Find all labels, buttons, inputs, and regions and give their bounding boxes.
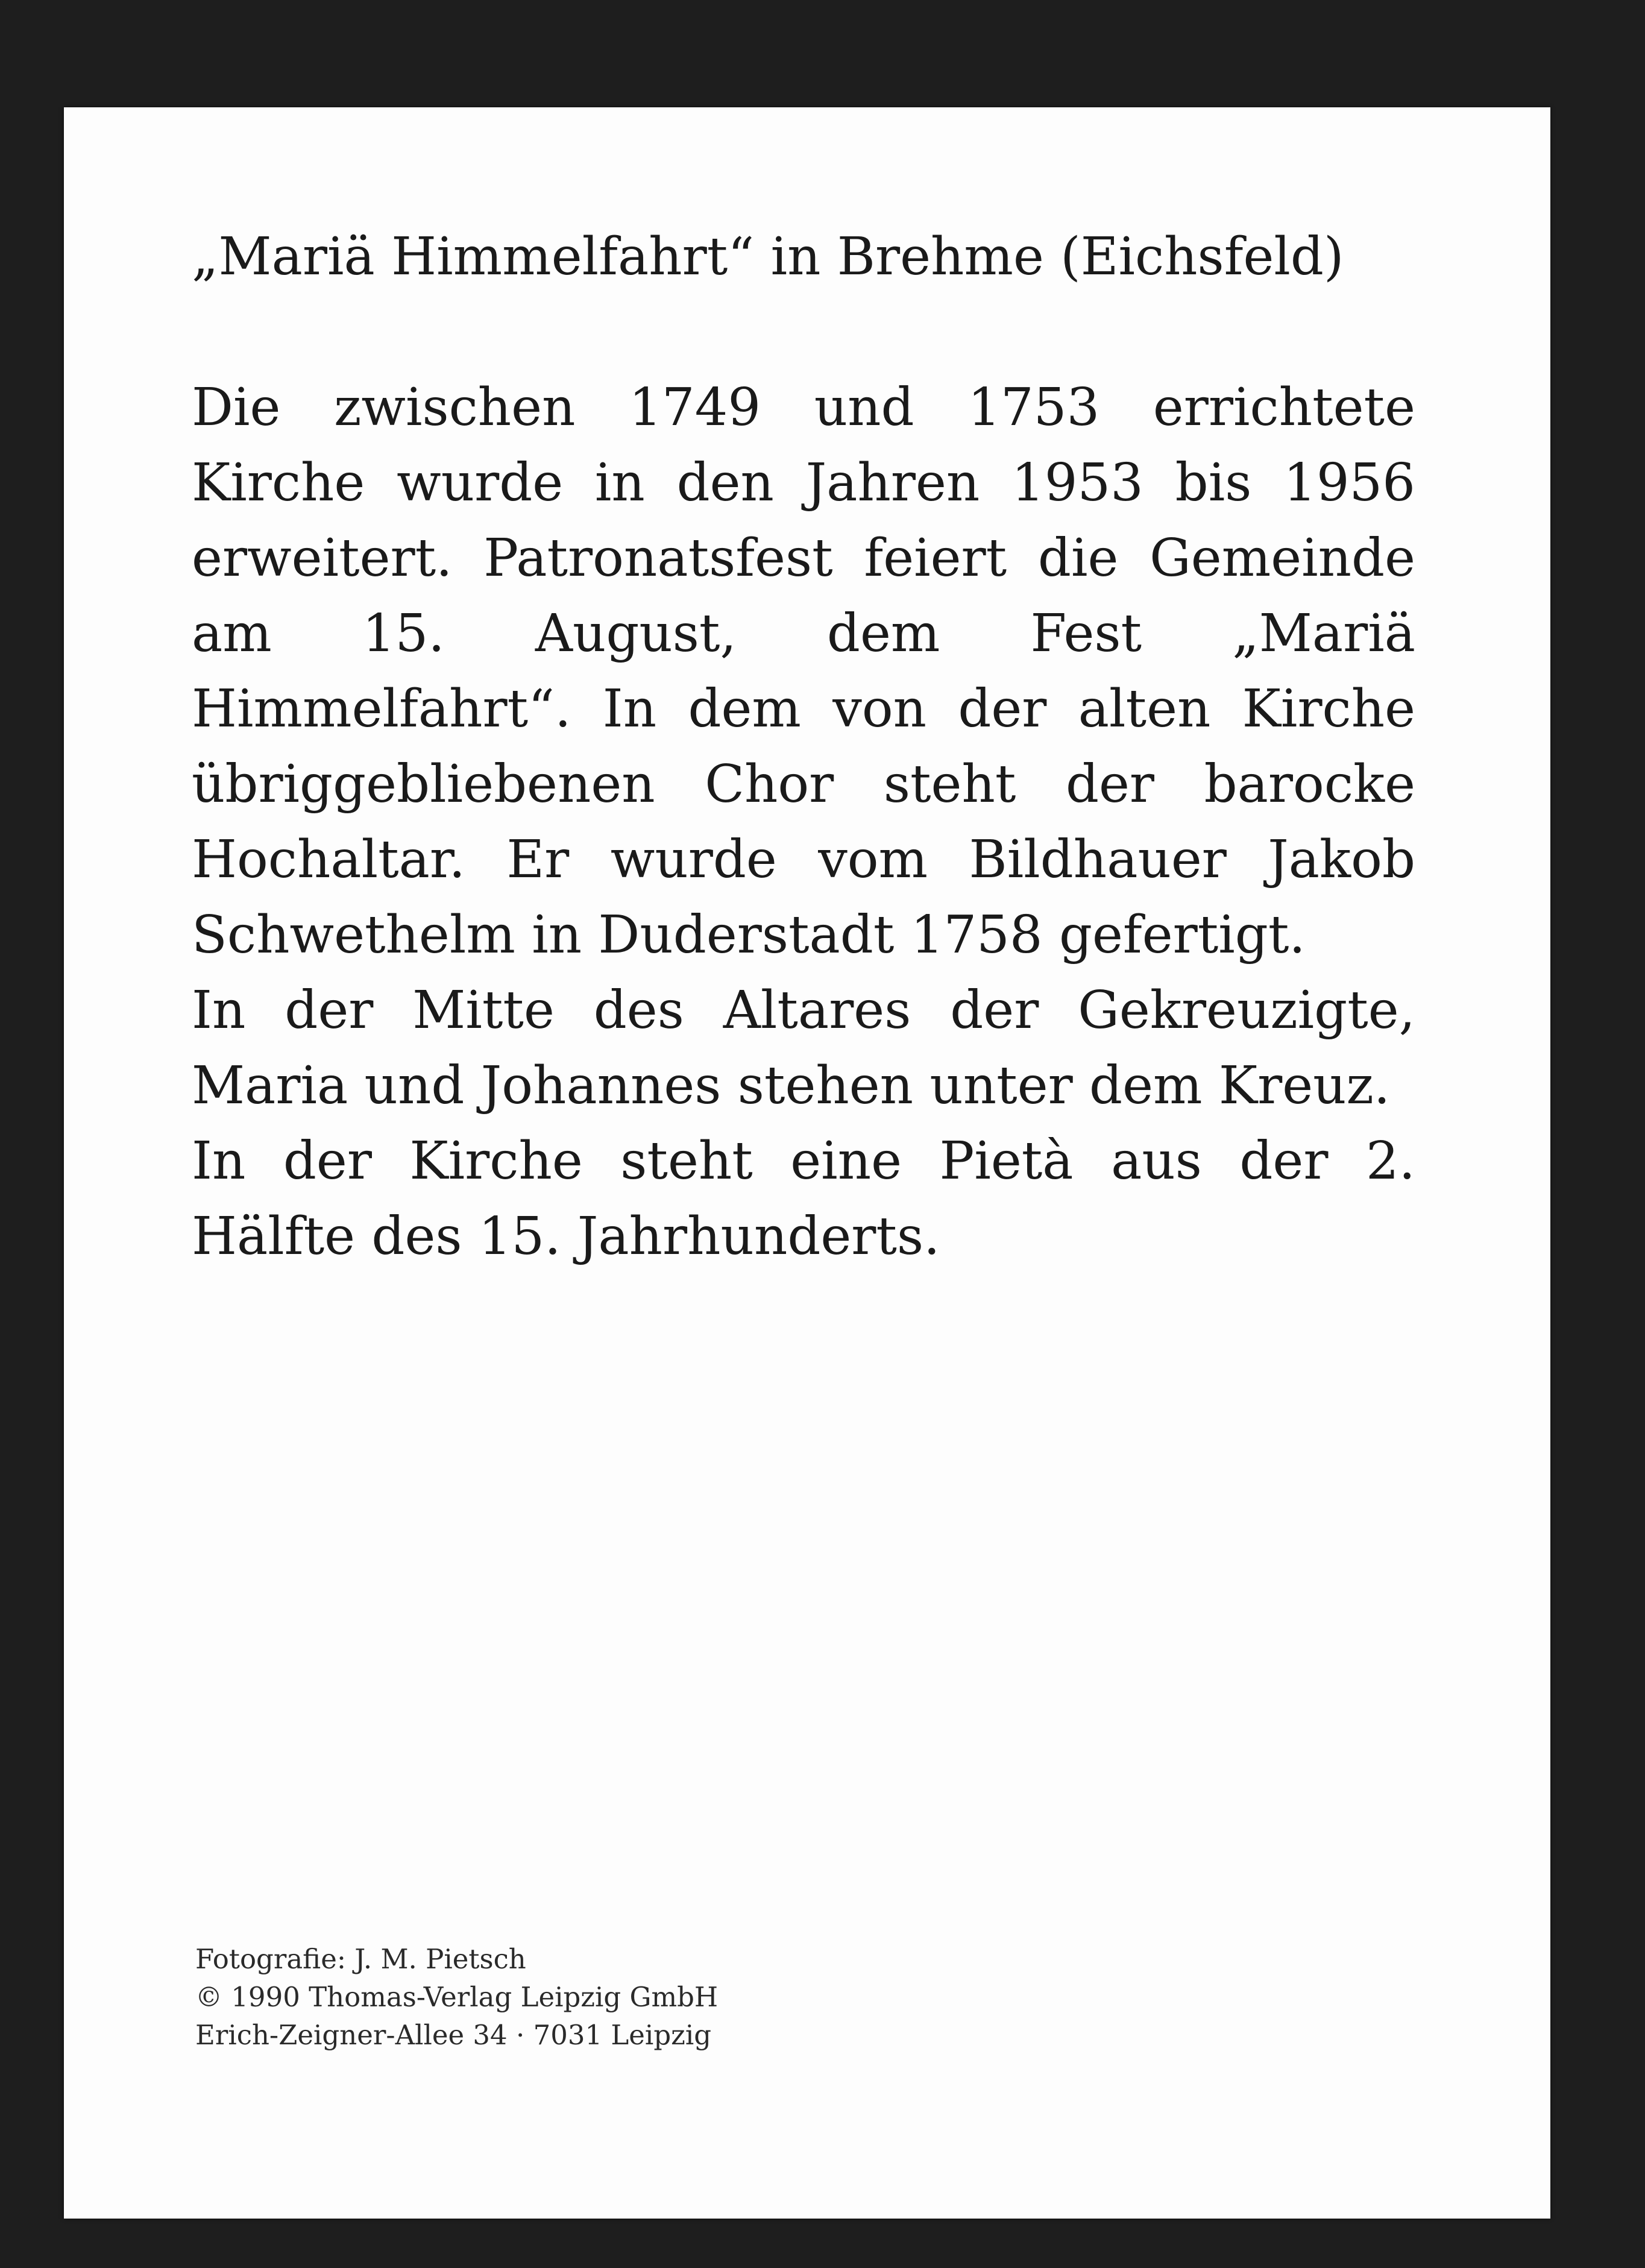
copyright-line: © 1990 Thomas-Verlag Leipzig GmbH xyxy=(195,1981,719,2013)
description-paragraph-2: In der Mitte des Altares der Gekreuzigte, Maria und Johannes stehen unter dem Kreuz. xyxy=(192,980,1415,1116)
description-paragraph-3: In der Kirche steht eine Pietà aus der 2. Hälfte des 15. Jahrhunderts. xyxy=(192,1131,1415,1267)
publisher-credits xyxy=(195,1940,718,2054)
card-title: „Mariä Himmelfahrt“ in Brehme (Eichsfeld) xyxy=(192,227,1344,287)
description-paragraph-1: Die zwischen 1749 und 1753 errichtete Kirche wurde in den Jahren 1953 bis 1956 erweitert. Patronatsfest feiert die Gemeinde am 15. August, dem Fest „Mariä Himmelfahrt“. In dem von der alten Kirche übriggebliebenen Chor steht der barocke Hochaltar. Er wurde vom Bildhauer Jakob Schwethelm in Duderstadt 1758 gefertigt. xyxy=(192,377,1415,965)
photo-credit: Fotografie: J. M. Pietsch xyxy=(195,1943,526,1975)
description-text xyxy=(192,370,1415,1274)
postcard-back xyxy=(64,107,1550,2219)
publisher-address: Erich-Zeigner-Allee 34 · 7031 Leipzig xyxy=(195,2019,712,2051)
